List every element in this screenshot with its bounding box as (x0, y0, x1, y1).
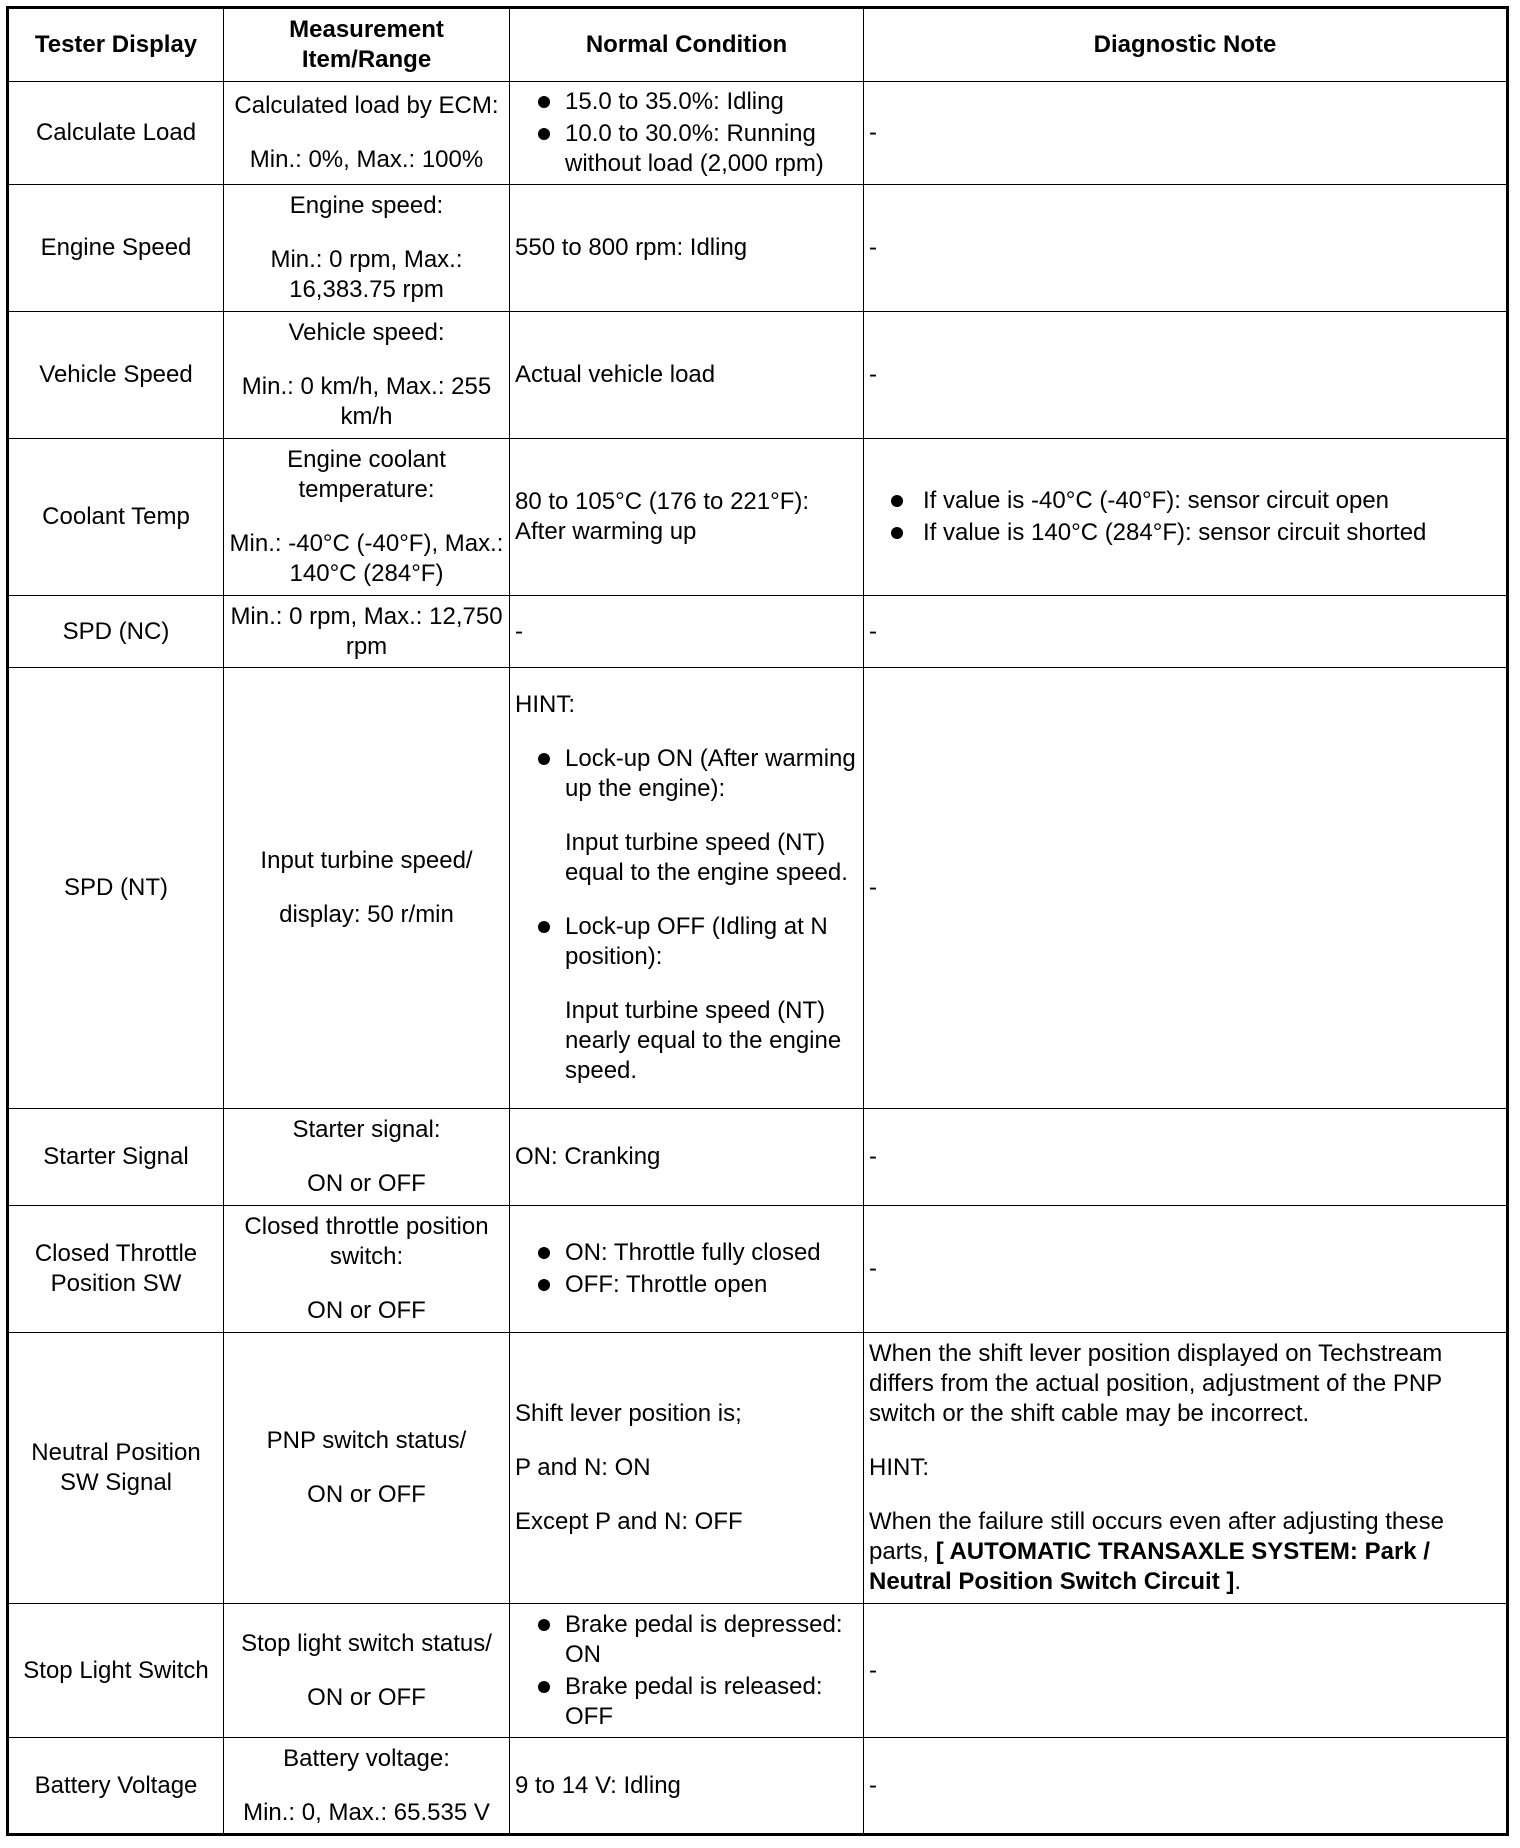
range-line: Engine speed: (289, 192, 444, 219)
cell-diagnostic-note: - (864, 185, 1508, 312)
cell-tester-display: Battery Voltage (8, 1738, 224, 1835)
range-line: Min.: 0%, Max.: 100% (249, 146, 484, 173)
list-item (515, 744, 858, 888)
cell-normal-condition (510, 1206, 864, 1333)
cell-diagnostic-note: - (864, 82, 1508, 185)
note-text: . (1234, 1568, 1242, 1595)
range-line: PNP switch status/ (266, 1427, 467, 1454)
table-row (8, 312, 1508, 439)
range-line: Battery voltage: (283, 1744, 450, 1772)
cell-tester-display: Neutral Position SW Signal (8, 1333, 224, 1604)
header-normal-condition: Normal Condition (510, 8, 864, 82)
cell-tester-display: SPD (NT) (8, 668, 224, 1109)
cell-normal-condition (510, 1333, 864, 1604)
cell-measurement (224, 185, 510, 312)
bullet-list (515, 1238, 858, 1300)
list-item: ON: Throttle fully closed (515, 1238, 858, 1268)
cell-tester-display: SPD (NC) (8, 596, 224, 668)
header-diagnostic-note: Diagnostic Note (864, 8, 1508, 82)
hint-label: HINT: (515, 691, 575, 718)
list-item: OFF: Throttle open (515, 1270, 858, 1300)
table-row (8, 1206, 1508, 1333)
cell-diagnostic-note: - (864, 1738, 1508, 1835)
range-line: Engine coolant temperature: (287, 446, 446, 503)
cell-tester-display: Coolant Temp (8, 439, 224, 596)
range-line: Vehicle speed: (288, 319, 445, 346)
bullet-text: Input turbine speed (NT) nearly equal to the engine speed. (565, 997, 842, 1084)
cell-measurement (224, 1333, 510, 1604)
list-item: If value is -40°C (-40°F): sensor circuit open (869, 486, 1501, 516)
reference-link[interactable]: [ AUTOMATIC TRANSAXLE SYSTEM: Park / Neutral Position Switch Circuit ] (869, 1538, 1430, 1595)
table-row (8, 439, 1508, 596)
range-line: Min.: 0 rpm, Max.: 16,383.75 rpm (270, 246, 463, 303)
cell-normal-condition (510, 668, 864, 1109)
range-line: Min.: 0 rpm, Max.: 12,750 rpm (230, 602, 503, 660)
cell-measurement (224, 668, 510, 1109)
range-line: ON or OFF (307, 1170, 426, 1197)
hint-label: HINT: (869, 1454, 929, 1481)
cell-tester-display: Closed Throttle Position SW (8, 1206, 224, 1333)
cell-diagnostic-note: - (864, 1109, 1508, 1206)
normal-line: P and N: ON (515, 1454, 651, 1481)
table-row (8, 1109, 1508, 1206)
bullet-list (515, 1610, 858, 1732)
range-line: Starter signal: (292, 1116, 441, 1143)
cell-tester-display: Starter Signal (8, 1109, 224, 1206)
cell-diagnostic-note (864, 439, 1508, 596)
cell-measurement (224, 1738, 510, 1835)
table-row (8, 1604, 1508, 1738)
bullet-text: Input turbine speed (NT) equal to the engine speed. (565, 829, 848, 886)
cell-measurement (224, 312, 510, 439)
range-line: ON or OFF (307, 1481, 426, 1508)
cell-measurement (224, 596, 510, 668)
cell-tester-display: Calculate Load (8, 82, 224, 185)
table-row (8, 82, 1508, 185)
bullet-list (869, 486, 1501, 548)
list-item: If value is 140°C (284°F): sensor circuit shorted (869, 518, 1501, 548)
cell-tester-display: Engine Speed (8, 185, 224, 312)
bullet-list (515, 744, 858, 1086)
cell-diagnostic-note: - (864, 1206, 1508, 1333)
cell-normal-condition (510, 1604, 864, 1738)
cell-diagnostic-note (864, 1333, 1508, 1604)
cell-normal-condition (510, 82, 864, 185)
cell-diagnostic-note: - (864, 1604, 1508, 1738)
cell-diagnostic-note: - (864, 312, 1508, 439)
cell-normal-condition: 550 to 800 rpm: Idling (510, 185, 864, 312)
cell-normal-condition: - (510, 596, 864, 668)
range-line: display: 50 r/min (279, 901, 454, 928)
table-row (8, 1333, 1508, 1604)
range-line: Min.: 0 km/h, Max.: 255 km/h (241, 373, 492, 430)
cell-measurement (224, 1604, 510, 1738)
cell-normal-condition: 9 to 14 V: Idling (510, 1738, 864, 1835)
note-paragraph (869, 1507, 1501, 1597)
range-line: Stop light switch status/ (241, 1629, 492, 1657)
range-line: ON or OFF (307, 1297, 426, 1324)
table-row (8, 668, 1508, 1109)
list-item: 10.0 to 30.0%: Running without load (2,000 rpm) (515, 119, 858, 179)
list-item (515, 912, 858, 1086)
data-list-table (6, 6, 1509, 1836)
range-line: Closed throttle position switch: (244, 1213, 489, 1270)
cell-tester-display: Stop Light Switch (8, 1604, 224, 1738)
header-tester-display: Tester Display (8, 8, 224, 82)
cell-tester-display: Vehicle Speed (8, 312, 224, 439)
cell-normal-condition: 80 to 105°C (176 to 221°F): After warming up (510, 439, 864, 596)
range-line: Calculated load by ECM: (234, 92, 499, 119)
bullet-title: Lock-up ON (After warming up the engine): (565, 745, 856, 802)
normal-line: Except P and N: OFF (515, 1508, 743, 1535)
range-line: Input turbine speed/ (260, 847, 473, 874)
cell-measurement (224, 1109, 510, 1206)
table-row (8, 185, 1508, 312)
cell-diagnostic-note: - (864, 596, 1508, 668)
note-text: When the failure still occurs even after adjusting these parts, (869, 1508, 1444, 1565)
bullet-title: Lock-up OFF (Idling at N position): (565, 913, 828, 970)
list-item: 15.0 to 35.0%: Idling (515, 87, 858, 117)
list-item: Brake pedal is depressed: ON (515, 1610, 858, 1670)
cell-measurement (224, 1206, 510, 1333)
table-row (8, 1738, 1508, 1835)
cell-diagnostic-note: - (864, 668, 1508, 1109)
bullet-list (515, 87, 858, 179)
list-item: Brake pedal is released: OFF (515, 1672, 858, 1732)
range-line: Min.: 0, Max.: 65.535 V (243, 1798, 490, 1826)
header-measurement: Measurement Item/Range (224, 8, 510, 82)
cell-normal-condition: ON: Cranking (510, 1109, 864, 1206)
note-paragraph: When the shift lever position displayed on Techstream differs from the actual position, adjustment of the PNP switch or the shift cable may be incorrect. (869, 1340, 1443, 1427)
cell-measurement (224, 439, 510, 596)
table-row (8, 596, 1508, 668)
range-line: ON or OFF (307, 1683, 426, 1711)
normal-line: Shift lever position is; (515, 1400, 742, 1427)
table-header-row (8, 8, 1508, 82)
range-line: Min.: -40°C (-40°F), Max.: 140°C (284°F) (229, 530, 504, 587)
cell-measurement (224, 82, 510, 185)
cell-normal-condition: Actual vehicle load (510, 312, 864, 439)
